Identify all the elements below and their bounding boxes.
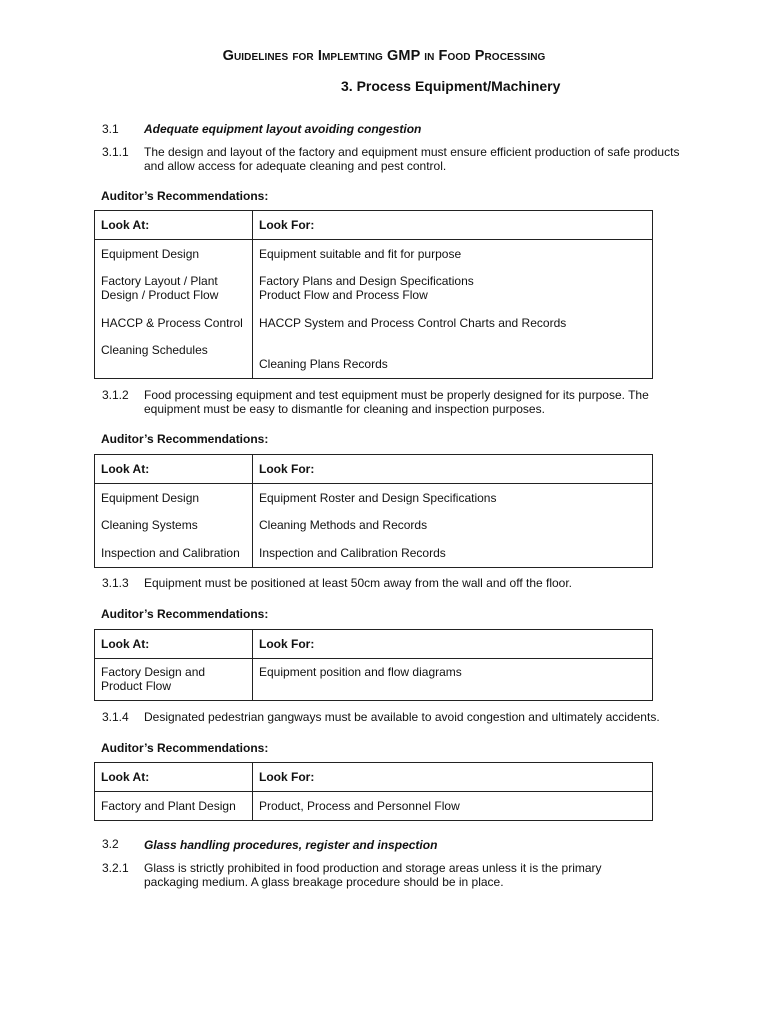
look-for-cell: Inspection and Calibration Records (259, 546, 446, 560)
document-title: Guidelines for Implemting GMP in Food Processing (222, 48, 546, 64)
look-at-cell: Factory Layout / Plant Design / Product Flow (101, 274, 219, 302)
look-for-cell: Product Flow and Process Flow (259, 288, 428, 302)
look-for-header: Look For: (253, 630, 653, 659)
section-heading: Glass handling procedures, register and inspection (144, 838, 438, 852)
clause-number: 3.1.2 (102, 388, 129, 402)
recommendations-table (94, 210, 653, 379)
section-number: 3.2 (102, 837, 119, 851)
look-for-cell: Cleaning Methods and Records (259, 518, 428, 532)
table-row (95, 792, 653, 821)
recommendations-table (94, 762, 653, 821)
section-heading: Adequate equipment layout avoiding congestion (144, 122, 422, 136)
look-at-cell: HACCP & Process Control (101, 316, 243, 330)
look-for-cell: Factory Plans and Design Specifications (259, 274, 474, 288)
clause-text: Equipment must be positioned at least 50cm away from the wall and off the floor. (144, 576, 573, 590)
look-for-header: Look For: (253, 455, 653, 484)
look-for-cell: Equipment position and flow diagrams (259, 665, 462, 679)
table-row (95, 240, 653, 379)
clause-number: 3.2.1 (102, 861, 129, 875)
look-at-cell: Factory and Plant Design (101, 799, 236, 813)
clause-text: Designated pedestrian gangways must be available to avoid congestion and ultimately accidents. (144, 710, 660, 724)
clause-number: 3.1.3 (102, 576, 129, 590)
auditor-recommendations-label: Auditor’s Recommendations: (101, 432, 269, 446)
look-at-header: Look At: (95, 455, 253, 484)
auditor-recommendations-label: Auditor’s Recommendations: (101, 189, 269, 203)
look-at-header: Look At: (95, 630, 253, 659)
recommendations-table (94, 629, 653, 701)
look-at-header: Look At: (95, 763, 253, 792)
section-title: 3. Process Equipment/Machinery (341, 78, 561, 94)
table-header-row (95, 211, 653, 240)
look-for-header: Look For: (253, 763, 653, 792)
clause-text: Food processing equipment and test equipment must be properly designed for its purpose. The equipment must be easy to dismantle for cleaning and inspection purposes. (144, 388, 649, 416)
look-for-cell: Product, Process and Personnel Flow (259, 799, 460, 813)
clause-number: 3.1.1 (102, 145, 129, 159)
look-at-cell: Inspection and Calibration (101, 546, 240, 560)
look-at-cell: Factory Design and Product Flow (101, 665, 206, 693)
look-for-header: Look For: (253, 211, 653, 240)
auditor-recommendations-label: Auditor’s Recommendations: (101, 607, 269, 621)
table-row (95, 659, 653, 701)
table-header-row (95, 630, 653, 659)
look-for-cell: Equipment Roster and Design Specifications (259, 491, 497, 505)
look-for-cell: HACCP System and Process Control Charts and Records (259, 316, 567, 330)
section-number: 3.1 (102, 122, 119, 136)
table-header-row (95, 763, 653, 792)
clause-text: Glass is strictly prohibited in food production and storage areas unless it is the primary packaging medium. A glass breakage procedure should be in place. (144, 861, 602, 889)
look-at-cell: Equipment Design (101, 247, 200, 261)
look-at-cell: Equipment Design (101, 491, 200, 505)
recommendations-table (94, 454, 653, 568)
auditor-recommendations-label: Auditor’s Recommendations: (101, 741, 269, 755)
look-for-cell: Cleaning Plans Records (259, 357, 388, 371)
table-row (95, 484, 653, 568)
look-at-cell: Cleaning Schedules (101, 343, 208, 357)
clause-number: 3.1.4 (102, 710, 129, 724)
look-at-header: Look At: (95, 211, 253, 240)
clause-text: The design and layout of the factory and equipment must ensure efficient production of safe products and allow access for adequate cleaning and pest control. (144, 145, 680, 173)
look-for-cell: Equipment suitable and fit for purpose (259, 247, 462, 261)
look-at-cell: Cleaning Systems (101, 518, 198, 532)
table-header-row (95, 455, 653, 484)
